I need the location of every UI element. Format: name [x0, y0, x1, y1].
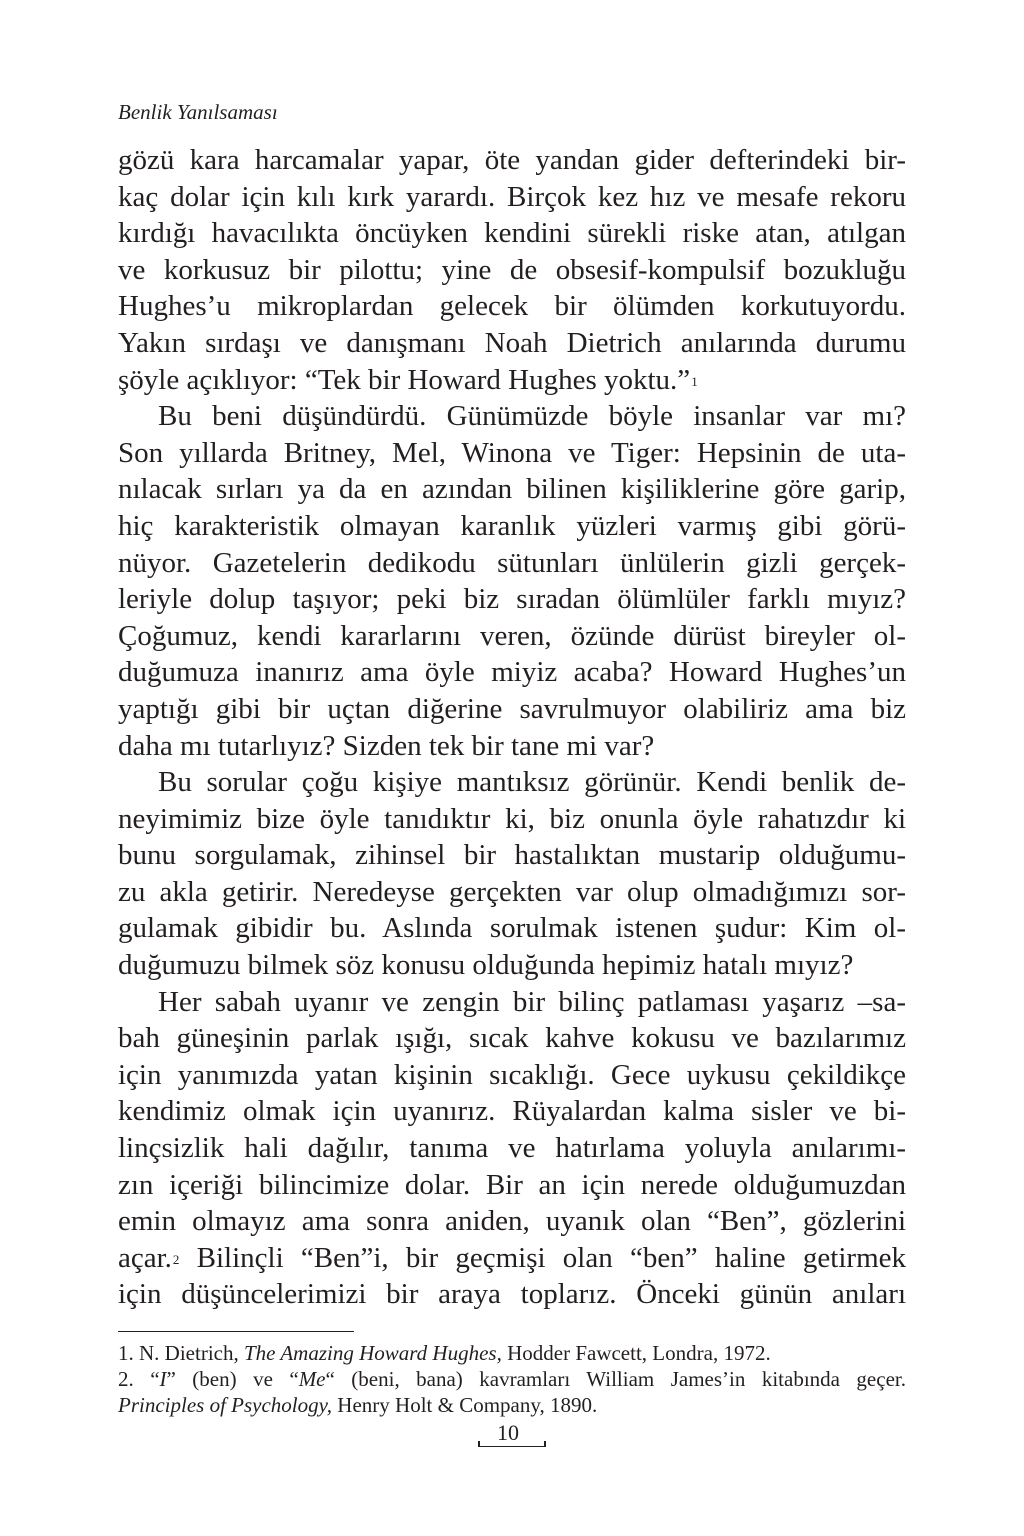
text-line: zu akla getirir. Neredeyse gerçekten var olup olmadığımızı sor-: [118, 875, 906, 908]
fn-text: Henry Holt & Company, 1890.: [332, 1393, 598, 1417]
folio-ornament: [544, 1441, 546, 1447]
text-line: hiç karakteristik olmayan karanlık yüzleri varmış gibi görü-: [118, 509, 906, 542]
fn-text: 2. “: [118, 1367, 160, 1391]
folio-ornament: [478, 1446, 546, 1447]
text-line: Hughes’u mikroplardan gelecek bir ölümden korkutuyordu.: [118, 290, 906, 323]
text-line: gözü kara harcamalar yapar, öte yandan gider defterindeki bir-: [118, 144, 906, 176]
text-line: kaç dolar için kılı kırk yarardı. Birçok kez hız ve mesafe rekoru: [118, 180, 906, 213]
text-line: Çoğumuz, kendi kararlarını veren, özünde dürüst bireyler ol-: [118, 619, 906, 652]
text-line: bunu sorgulamak, zihinsel bir hastalıktan mustarip olduğumu-: [118, 839, 906, 872]
text-line: Her sabah uyanır ve zengin bir bilinç patlaması yaşarız –sa-: [158, 985, 906, 1018]
text-line: kırdığı havacılıkta öncüyken kendini sürekli riske atan, atılgan: [118, 217, 906, 250]
text-span: Bilinçli “Ben”i, bir geçmişi olan “ben” haline getirmek: [179, 1241, 906, 1274]
fn-text: “ (beni, bana) kavramları William James’in kitabında geçer.: [325, 1367, 906, 1391]
running-head: Benlik Yanılsaması: [118, 100, 278, 124]
body-text: [118, 142, 906, 1313]
text-line: zın içeriği bilincimize dolar. Bir an için nerede olduğumuzdan: [118, 1168, 906, 1201]
text-line: emin olmayız ama sonra aniden, uyanık olan “Ben”, gözlerini: [118, 1205, 906, 1238]
fn-term: Me: [298, 1367, 326, 1391]
footnote-ref-2: 2: [172, 1251, 180, 1267]
text-line: Son yıllarda Britney, Mel, Winona ve Tiger: Hepsinin de uta-: [118, 436, 906, 469]
text-line: ve korkusuz bir pilottu; yine de obsesif-kompulsif bozukluğu: [118, 253, 906, 286]
fn-title: Principles of Psychology,: [118, 1393, 333, 1417]
footnote-1: [118, 1340, 906, 1366]
text-line: bah güneşinin parlak ışığı, sıcak kahve kokusu ve bazılarımız: [118, 1022, 906, 1055]
text-line: nüyor. Gazetelerin dedikodu sütunları ünlülerin gizli gerçek-: [118, 546, 906, 579]
page-number: 10: [497, 1420, 519, 1445]
fn-text: Hodder Fawcett, Londra, 1972.: [501, 1341, 771, 1365]
text-line: [118, 362, 906, 399]
footnotes: [118, 1340, 906, 1418]
text-line: kendimiz olmak için uyanırız. Rüyalardan kalma sisler ve bi-: [118, 1095, 906, 1128]
text-line: gulamak gibidir bu. Aslında sorulmak istenen şudur: Kim ol-: [118, 912, 906, 945]
text-line: duğumuzu bilmek söz konusu olduğunda hepimiz hatalı mıyız?: [118, 949, 854, 982]
footnote-ref-1: 1: [691, 373, 698, 389]
text-line: duğumuza inanırız ama öyle miyiz acaba? Howard Hughes’un: [118, 656, 906, 689]
text-line: yaptığı gibi bir uçtan diğerine savrulmuyor olabiliriz ama biz: [118, 692, 906, 725]
text-span: açar.: [118, 1241, 172, 1274]
text-line: için düşüncelerimizi bir araya toplarız. Önceki günün anıları: [118, 1278, 906, 1311]
text-line: leriyle dolup taşıyor; peki biz sıradan ölümlüler farklı mıyız?: [118, 583, 906, 616]
text-line: Bu sorular çoğu kişiye mantıksız görünür. Kendi benlik de-: [158, 766, 906, 799]
fn-text: 1. N. Dietrich,: [118, 1341, 244, 1365]
text-line: Bu beni düşündürdü. Günümüzde böyle insanlar var mı?: [158, 400, 906, 433]
fn-text: ” (ben) ve “: [166, 1367, 299, 1391]
text-line: Yakın sırdaşı ve danışmanı Noah Dietrich anılarında durumu: [118, 326, 906, 359]
text-line: nılacak sırları ya da en azından bilinen kişiliklerine göre garip,: [118, 473, 906, 506]
text-span: şöyle açıklıyor: “Tek bir Howard Hughes yoktu.”: [118, 363, 691, 396]
folio-ornament: [478, 1441, 480, 1447]
footnote-2: [118, 1366, 906, 1392]
fn-title: The Amazing Howard Hughes,: [243, 1341, 502, 1365]
footnote-rule: [118, 1331, 354, 1332]
fn-term: I: [159, 1367, 167, 1391]
text-line: daha mı tutarlıyız? Sizden tek bir tane mi var?: [118, 729, 655, 762]
text-line: [118, 1240, 906, 1277]
text-line: linçsizlik hali dağılır, tanıma ve hatırlama yoluyla anılarımı-: [118, 1132, 906, 1165]
text-line: için yanımızda yatan kişinin sıcaklığı. Gece uykusu çekildikçe: [118, 1058, 906, 1091]
footnote-2-cont: [118, 1392, 906, 1418]
text-line: neyimimiz bize öyle tanıdıktır ki, biz onunla öyle rahatızdır ki: [118, 802, 906, 835]
